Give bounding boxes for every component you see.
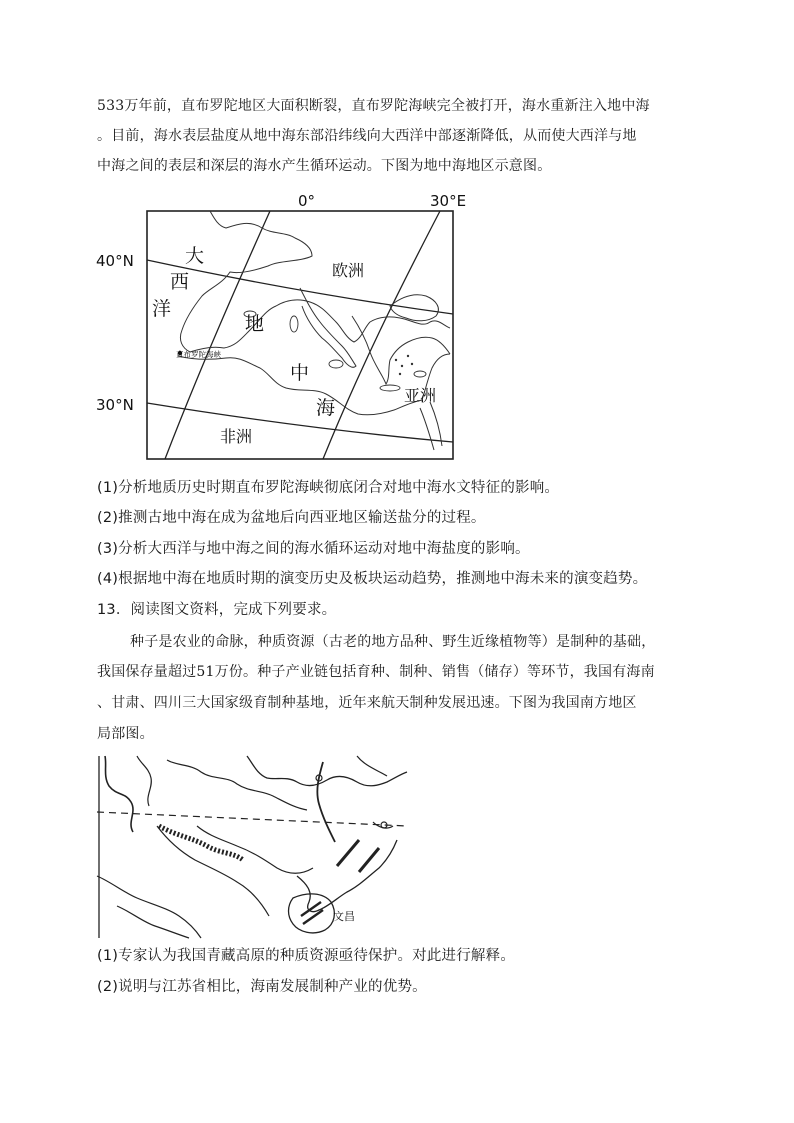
passage-line-3: 中海之间的表层和深层的海水产生循环运动。下图为地中海地区示意图。: [97, 158, 552, 174]
q12-item-3: (3)分析大西洋与地中海之间的海水循环运动对地中海盐度的影响。: [97, 541, 530, 557]
q13-line-3: 、甘肃、四川三大国家级育制种基地，近年来航天制种发展迅速。下图为我国南方地区: [97, 695, 637, 711]
latitude-30n-line: [147, 403, 453, 442]
river-2: [317, 762, 335, 842]
ocean-char-3: 洋: [152, 298, 172, 320]
passage-line-1: 533万年前，直布罗陀地区大面积断裂，直布罗陀海峡完全被打开，海水重新注入地中海: [97, 98, 650, 114]
lon-label-0: 0°: [298, 192, 316, 210]
border-1: [167, 760, 307, 810]
label-wenchang: 文昌: [333, 910, 355, 923]
latitude-40n-line: [147, 260, 453, 314]
label-asia: 亚洲: [404, 386, 437, 405]
mediterranean-map: [90, 188, 470, 463]
q13-item-1: (1)专家认为我国青藏高原的种质资源亟待保护。对此进行解释。: [97, 948, 516, 964]
q12-item-2: (2)推测古地中海在成为盆地后向西亚地区输送盐分的过程。: [97, 510, 486, 526]
black-sea-outline: [390, 295, 438, 321]
island-crete: [380, 385, 400, 391]
island-sardinia: [290, 316, 298, 332]
label-europe: 欧洲: [332, 261, 365, 280]
sea-char-1: 地: [245, 313, 265, 335]
island-cyprus: [414, 371, 426, 377]
passage-line-2: 。目前，海水表层盐度从地中海东部沿纬线向大西洋中部逐渐降低，从而使大西洋与地: [97, 128, 637, 144]
q12-item-1: (1)分析地质历史时期直布罗陀海峡彻底闭合对地中海水文特征的影响。: [97, 480, 560, 496]
q13-line-4: 局部图。: [97, 726, 154, 742]
hainan-island: [289, 894, 335, 933]
q13-line-2: 我国保存量超过51万份。种子产业链包括育种、制种、销售（储存）等环节，我国有海南: [97, 664, 655, 680]
lat-label-40n: 40°N: [96, 252, 134, 270]
tropic-line: [97, 812, 407, 826]
lat-label-30n: 30°N: [96, 396, 134, 414]
q12-item-4: (4)根据地中海在地质时期的演变历史及板块运动趋势，推测地中海未来的演变趋势。: [97, 571, 648, 587]
red-sea-line: [420, 408, 434, 450]
lon-label-30e: 30°E: [430, 192, 467, 210]
q13-heading: 13．阅读图文资料，完成下列要求。: [97, 602, 337, 618]
island-sicily: [329, 360, 343, 368]
sea-char-2: 中: [290, 362, 310, 384]
coastline-south: [297, 840, 397, 912]
river-1: [105, 756, 133, 832]
ocean-char-2: 西: [170, 271, 190, 293]
q13-item-2: (2)说明与江苏省相比，海南发展制种产业的优势。: [97, 979, 427, 995]
label-africa: 非洲: [220, 427, 253, 446]
coastline-italy: [300, 288, 356, 367]
q13-line-1: 种子是农业的命脉，种质资源（古老的地方品种、野生近缘植物等）是制种的基础，: [130, 634, 656, 650]
sea-char-3: 海: [316, 397, 336, 419]
ocean-char-1: 大: [185, 245, 205, 267]
meridian-30e-line: [323, 211, 440, 459]
label-gibraltar-strait: 直布罗陀海峡: [176, 350, 221, 359]
south-china-map: [97, 756, 407, 938]
